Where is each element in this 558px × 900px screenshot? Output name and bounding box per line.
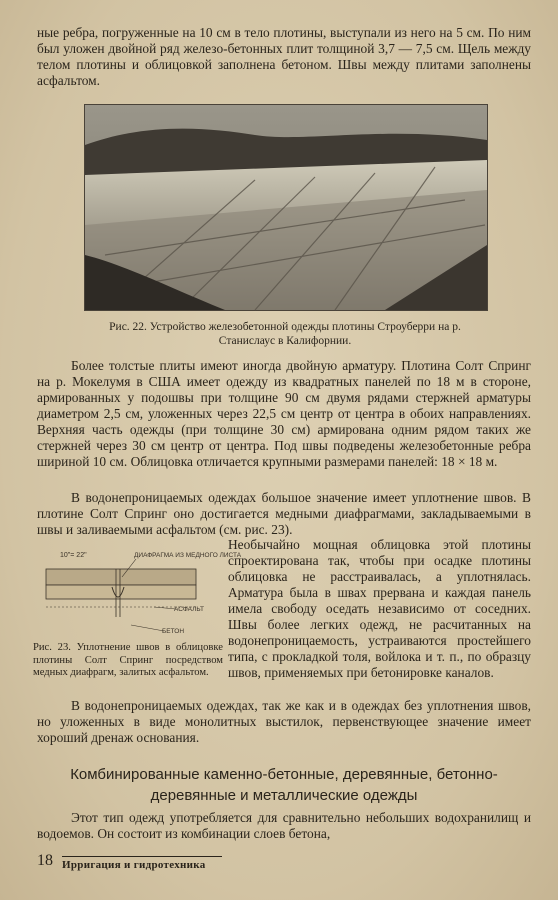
figure-23-caption: Рис. 23. Уплотнение швов в облицовке плотины Солт Спринг посредством медных диафрагм, залитых асфальтом.	[33, 642, 223, 678]
paragraph-3: В водонепроницаемых одеждах большое значение имеет уплотнение швов. В плотине Солт Спринг оно достигается медными диафрагмами, закладываемыми в швы и заливаемыми асфальтом (см. рис. 23).	[37, 490, 531, 537]
footer-title: Ирригация и гидротехника	[62, 859, 206, 871]
figure-22-caption: Рис. 22. Устройство железобетонной одежды плотины Строуберри на р. Станислаус в Калифорнии.	[109, 321, 461, 347]
figure-23-diagram	[36, 547, 242, 637]
dam-photo-illustration	[85, 105, 487, 310]
joint-seal-diagram	[36, 547, 242, 637]
paragraph-4: Необычайно мощная облицовка этой плотины спроектирована так, чтобы при осадке плотины облицовка не расстраивалась, а уплотнялась. Арматура была в швах прервана и каждая панель имела свободу оседать независимо от соседних. Швы более легких одежд, не расчитанных на водонепроницаемость, устраиваются простейшего типа, с прокладкой толя, войлока и т. п., по образцу швов, применяемых при бетонировке каналов.	[228, 537, 531, 680]
paragraph-1: ные ребра, погруженные на 10 см в тело плотины, выступали из него на 5 см. По ним был уложен двойной ряд железо-бетонных плит толщиной 3,7 — 7,5 см. Щель между телом плотины и облицовкой заполнена бетоном. Швы между плитами заполнены асфальтом.	[37, 25, 531, 88]
page-number: 18	[37, 852, 53, 869]
figure-23-label-dims: 10"= 22"	[60, 552, 87, 559]
paragraph-5: В водонепроницаемых одеждах, так же как и в одеждах без уплотнения швов, но уложенных в виде монолитных выстилок, первенствующее значение имеет хороший дренаж основания.	[37, 698, 531, 745]
paragraph-2: Более толстые плиты имеют иногда двойную арматуру. Плотина Солт Спринг на р. Мокелумя в США имеет одежду из квадратных панелей по 18 м в стороне, армированных у подошвы при толщине 90 см двумя рядами стержней арматуры диаметром 2,5 см, уложенных через 22,5 см центр от центра в обоих направлениях. Верхняя часть одежды (при толщине 30 см) армирована одним рядом таких же стержней через 30 см центр от центра. Под швы подведены железобетонные ребра шириной 10 см. Облицовка отличается крупными размерами панелей: 18 × 18 м.	[37, 358, 531, 469]
figure-23-label-concrete: БЕТОН	[162, 628, 185, 635]
figure-22-photo	[84, 104, 488, 311]
section-heading: Комбинированные каменно-бетонные, деревянные, бетонно-деревянные и металлические одежды	[70, 766, 498, 804]
footer-rule	[62, 856, 222, 857]
figure-23-label-diaphragm: ДИАФРАГМА ИЗ МЕДНОГО ЛИСТА	[134, 552, 242, 559]
paragraph-6: Этот тип одежд употребляется для сравнительно небольших водохранилищ и водоемов. Он состоит из комбинации слоев бетона,	[37, 810, 531, 841]
figure-23-label-asphalt: АСФАЛЬТ	[174, 606, 205, 613]
